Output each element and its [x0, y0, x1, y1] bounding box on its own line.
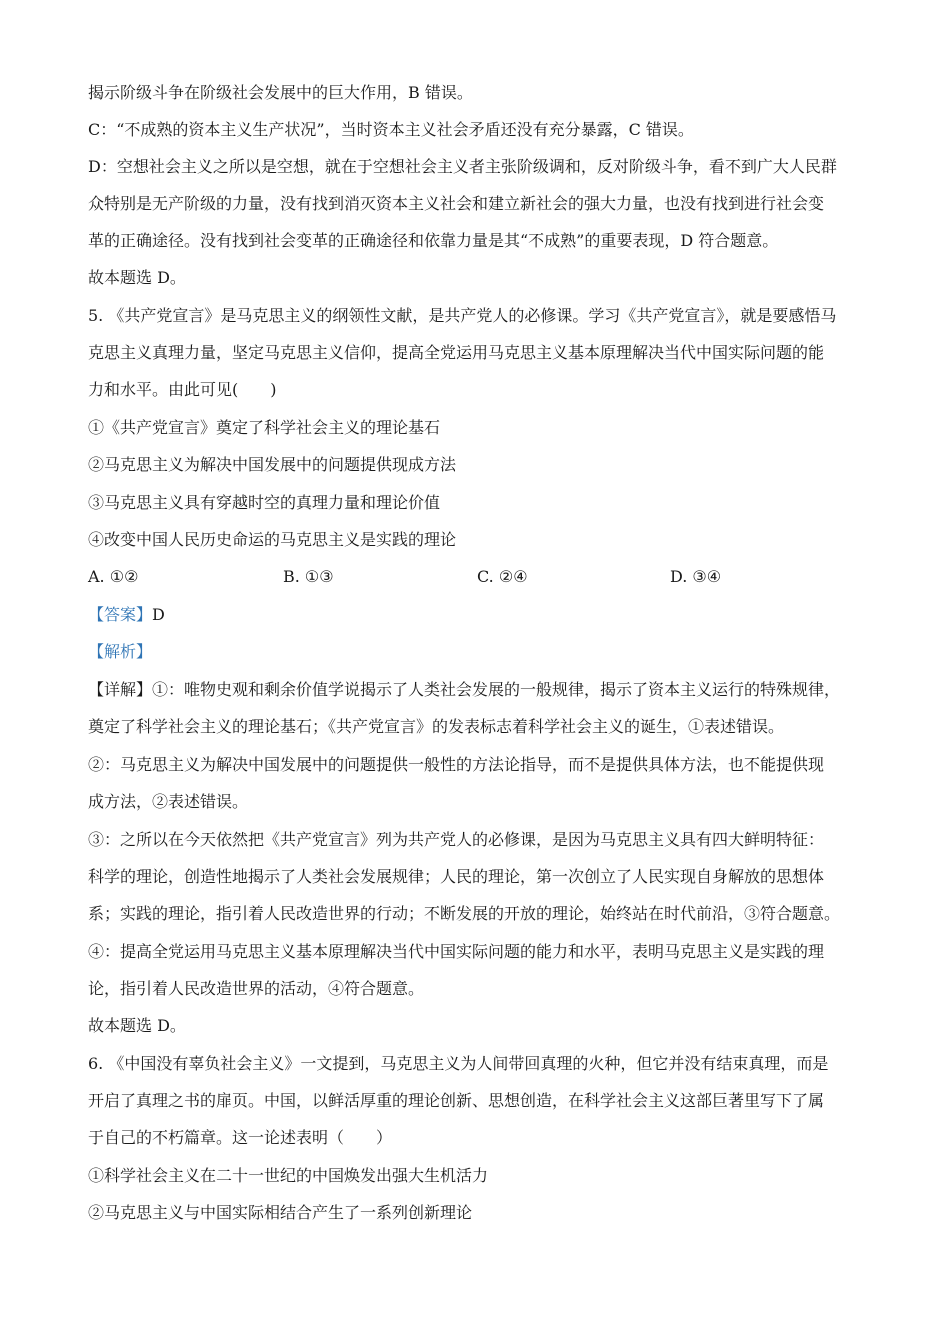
- q5-item-3: ③马克思主义具有穿越时空的真理力量和理论价值: [88, 493, 441, 512]
- q5-detail-line-7: 系；实践的理论，指引着人民改造世界的行动；不断发展的开放的理论，始终站在时代前沿，③符合题意。: [88, 904, 841, 923]
- q5-option-c: C. ②④: [477, 567, 528, 586]
- prev-explanation-line-4: 众特别是无产阶级的力量，没有找到消灭资本主义社会和建立新社会的强大力量，也没有找到进行社会变: [88, 194, 825, 213]
- q6-stem-line-1: 6. 《中国没有辜负社会主义》一文提到，马克思主义为人间带回真理的火种，但它并没有结束真理，而是: [88, 1054, 829, 1073]
- q5-item-4: ④改变中国人民历史命运的马克思主义是实践的理论: [88, 530, 457, 549]
- q6-stem-line-3: 于自己的不朽篇章。这一论述表明（ ）: [88, 1128, 393, 1147]
- q5-detail-line-8: ④：提高全党运用马克思主义基本原理解决当代中国实际问题的能力和水平，表明马克思主义是实践的理: [88, 942, 825, 961]
- q5-detail-line-9: 论，指引着人民改造世界的活动，④符合题意。: [88, 979, 425, 998]
- q5-detail-line-4: 成方法，②表述错误。: [88, 792, 249, 811]
- answer-value: D: [152, 605, 165, 624]
- q5-option-b: B. ①③: [283, 567, 334, 586]
- q5-option-d: D. ③④: [670, 567, 722, 586]
- prev-explanation-line-2: C：“不成熟的资本主义生产状况”，当时资本主义社会矛盾还没有充分暴露，C 错误。: [88, 120, 694, 139]
- q5-detail-line-2: 奠定了科学社会主义的理论基石；《共产党宣言》的发表标志着科学社会主义的诞生，①表述错误。: [88, 717, 785, 736]
- prev-explanation-line-5: 革的正确途径。没有找到社会变革的正确途径和依靠力量是其“不成熟”的重要表现，D 符合题意。: [88, 231, 779, 250]
- analysis-tag: 【解析】: [88, 642, 153, 661]
- q5-answer: [88, 605, 165, 625]
- q5-detail-line-1: 【详解】①：唯物史观和剩余价值学说揭示了人类社会发展的一般规律，揭示了资本主义运行的特殊规律，: [88, 680, 841, 699]
- answer-tag: 【答案】: [88, 605, 153, 624]
- q6-stem-line-2: 开启了真理之书的扉页。中国，以鲜活厚重的理论创新、思想创造，在科学社会主义这部巨著里写下了属: [88, 1091, 825, 1110]
- q5-option-a: A. ①②: [88, 567, 139, 586]
- prev-conclusion: 故本题选 D。: [88, 268, 186, 287]
- q5-detail-line-3: ②：马克思主义为解决中国发展中的问题提供一般性的方法论指导，而不是提供具体方法，也不能提供现: [88, 755, 825, 774]
- q5-item-1: ①《共产党宣言》奠定了科学社会主义的理论基石: [88, 418, 441, 437]
- prev-explanation-line-3: D：空想社会主义之所以是空想，就在于空想社会主义者主张阶级调和，反对阶级斗争，看不到广大人民群: [88, 157, 837, 176]
- q5-stem-line-3: 力和水平。由此可见( ): [88, 380, 277, 399]
- q5-stem-line-2: 克思主义真理力量，坚定马克思主义信仰，提高全党运用马克思主义基本原理解决当代中国实际问题的能: [88, 343, 825, 362]
- q5-stem-line-1: 5. 《共产党宣言》是马克思主义的纲领性文献，是共产党人的必修课。学习《共产党宣言》，就是要感悟马: [88, 306, 837, 325]
- q5-conclusion: 故本题选 D。: [88, 1016, 186, 1035]
- q6-item-2: ②马克思主义与中国实际相结合产生了一系列创新理论: [88, 1203, 473, 1222]
- q5-detail-line-6: 科学的理论，创造性地揭示了人类社会发展规律；人民的理论，第一次创立了人民实现自身解放的思想体: [88, 867, 825, 886]
- prev-explanation-line-1: 揭示阶级斗争在阶级社会发展中的巨大作用，B 错误。: [88, 83, 473, 102]
- q6-item-1: ①科学社会主义在二十一世纪的中国焕发出强大生机活力: [88, 1166, 489, 1185]
- q5-detail-line-5: ③：之所以在今天依然把《共产党宣言》列为共产党人的必修课，是因为马克思主义具有四大鲜明特征：: [88, 830, 825, 849]
- q5-item-2: ②马克思主义为解决中国发展中的问题提供现成方法: [88, 455, 457, 474]
